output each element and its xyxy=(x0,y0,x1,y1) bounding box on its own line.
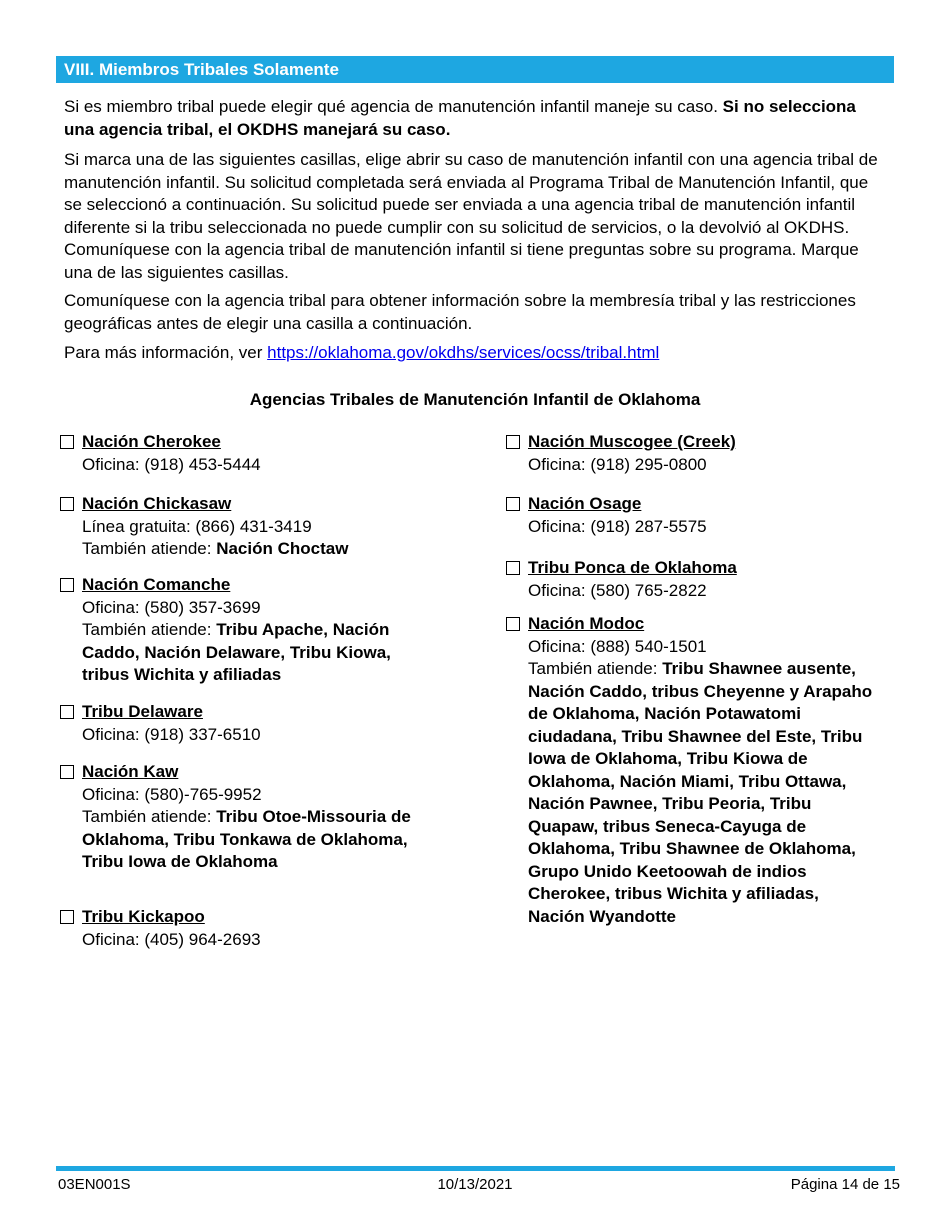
agency-kickapoo xyxy=(60,906,440,951)
agency-delaware xyxy=(60,701,440,746)
also-serves-label: También atiende: xyxy=(82,807,217,826)
also-serves-label: También atiende: xyxy=(528,659,663,678)
intro-paragraph-3: Comuníquese con la agencia tribal para obtener información sobre la membresía tribal y las restricciones geográficas antes de elegir una casilla a continuación. xyxy=(64,291,856,333)
checkbox-osage[interactable] xyxy=(506,497,520,511)
agency-also-serves xyxy=(60,806,427,874)
also-serves-list: Tribu Apache, Nación Caddo, Nación Delaware, Tribu Kiowa, tribus Wichita y afiliadas xyxy=(82,620,391,684)
agency-name: Nación Comanche xyxy=(82,575,231,594)
agency-name: Nación Osage xyxy=(528,494,642,513)
agency-name: Nación Kaw xyxy=(82,762,179,781)
agency-phone: Oficina: (918) 337-6510 xyxy=(82,724,261,744)
checkbox-cherokee[interactable] xyxy=(60,435,74,449)
agency-name: Tribu Ponca de Oklahoma xyxy=(528,558,737,577)
footer-page-number: Página 14 de 15 xyxy=(790,1176,900,1193)
agency-also-serves xyxy=(60,619,427,687)
agency-name: Nación Modoc xyxy=(528,614,645,633)
agency-phone: Oficina: (918) 295-0800 xyxy=(528,454,707,474)
intro-paragraph-2: Si marca una de las siguientes casillas, elige abrir su caso de manutención infantil con una agencia tribal de manutención infantil. Su solicitud completada será enviada al Programa Tribal de Manutención Infantil, que se seleccionó a continuación. Su solicitud puede ser enviada a una agencia tribal de manutención infantil diferente si la tribu seleccionada no puede cumplir con su solicitud de servicios, o la devolvió al OKDHS. Comuníquese con la agencia tribal de manutención infantil si tiene preguntas sobre su programa. Marque una de las siguientes casillas. xyxy=(64,150,878,282)
agency-phone: Oficina: (580) 765-2822 xyxy=(528,580,707,600)
checkbox-kickapoo[interactable] xyxy=(60,910,74,924)
also-serves-label: También atiende: xyxy=(82,539,217,558)
also-serves-label: También atiende: xyxy=(82,620,217,639)
agency-phone: Oficina: (918) 453-5444 xyxy=(82,454,261,474)
more-info-label: Para más información, ver xyxy=(64,343,268,362)
also-serves-list: Tribu Otoe-Missouria de Oklahoma, Tribu Tonkawa de Oklahoma, Tribu Iowa de Oklahoma xyxy=(82,807,411,871)
footer-rule xyxy=(56,1166,895,1171)
agency-name: Nación Cherokee xyxy=(82,432,221,451)
agency-muscogee xyxy=(506,431,886,476)
agency-phone: Oficina: (580) 357-3699 xyxy=(82,597,261,617)
agency-kaw xyxy=(60,761,440,874)
agency-modoc xyxy=(506,613,886,928)
checkbox-chickasaw[interactable] xyxy=(60,497,74,511)
checkbox-modoc[interactable] xyxy=(506,617,520,631)
agency-name: Nación Chickasaw xyxy=(82,494,232,513)
intro-paragraph-4 xyxy=(64,342,890,365)
tribal-info-link[interactable]: https://oklahoma.gov/okdhs/services/ocss/tribal.html xyxy=(267,343,660,362)
agency-name: Tribu Kickapoo xyxy=(82,907,205,926)
intro-paragraph-1 xyxy=(64,96,890,141)
footer-form-id: 03EN001S xyxy=(58,1176,131,1193)
intro-text: Si es miembro tribal puede elegir qué agencia de manutención infantil maneje su caso. xyxy=(64,97,723,116)
agency-osage xyxy=(506,493,886,538)
also-serves-list: Nación Choctaw xyxy=(216,539,349,558)
agency-cherokee xyxy=(60,431,440,476)
agency-chickasaw xyxy=(60,493,440,561)
agency-comanche xyxy=(60,574,440,687)
checkbox-delaware[interactable] xyxy=(60,705,74,719)
checkbox-comanche[interactable] xyxy=(60,578,74,592)
agency-name: Tribu Delaware xyxy=(82,702,203,721)
agency-name: Nación Muscogee (Creek) xyxy=(528,432,736,451)
section-header: VIII. Miembros Tribales Solamente xyxy=(56,56,894,83)
agency-ponca xyxy=(506,557,886,602)
agency-also-serves xyxy=(60,538,440,561)
agencies-title: Agencias Tribales de Manutención Infantil de Oklahoma xyxy=(249,390,701,409)
checkbox-ponca[interactable] xyxy=(506,561,520,575)
also-serves-list: Tribu Shawnee ausente, Nación Caddo, tribus Cheyenne y Arapaho de Oklahoma, Nación Potawatomi ciudadana, Tribu Shawnee del Este, Tribu Iowa de Oklahoma, Tribu Kiowa de Oklahoma, Nación Miami, Tribu Ottawa, Nación Pawnee, Tribu Peoria, Tribu Quapaw, tribus Seneca-Cayuga de Oklahoma, Tribu Shawnee de Oklahoma, Grupo Unido Keetoowah de indios Cherokee, tribus Wichita y afiliadas, Nación Wyandotte xyxy=(528,659,873,926)
agency-phone: Oficina: (405) 964-2693 xyxy=(82,929,261,949)
footer-date: 10/13/2021 xyxy=(437,1176,513,1193)
agency-also-serves xyxy=(506,658,878,928)
agency-phone: Oficina: (888) 540-1501 xyxy=(528,636,707,656)
agency-phone: Oficina: (580)-765-9952 xyxy=(82,784,262,804)
agency-phone: Oficina: (918) 287-5575 xyxy=(528,516,707,536)
checkbox-kaw[interactable] xyxy=(60,765,74,779)
intro-bold-notice: Si no selecciona una agencia tribal, el OKDHS manejará su caso. xyxy=(64,97,856,139)
agency-phone: Línea gratuita: (866) 431-3419 xyxy=(82,516,312,536)
checkbox-muscogee[interactable] xyxy=(506,435,520,449)
